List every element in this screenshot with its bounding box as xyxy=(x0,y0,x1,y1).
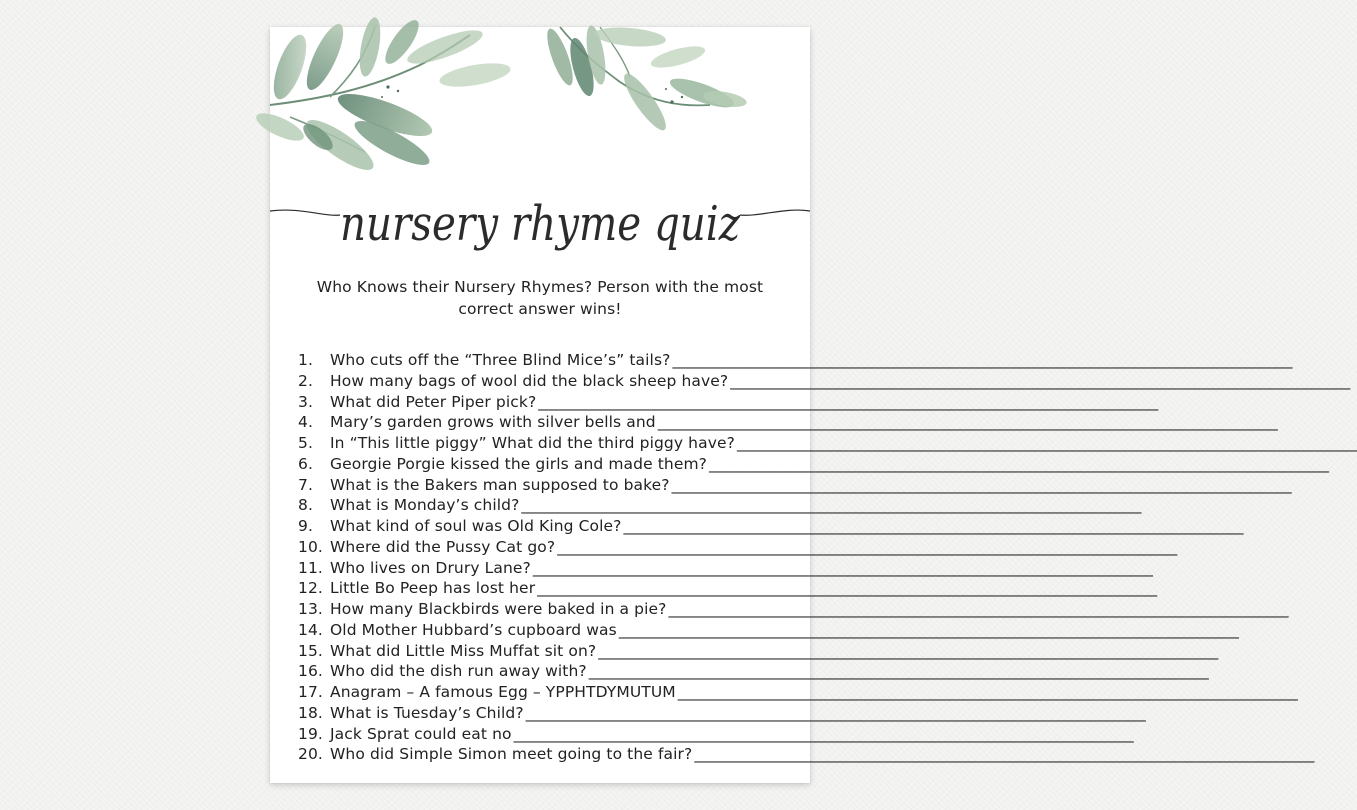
answer-line[interactable]: ________________________________________________________________________________ xyxy=(694,745,1315,764)
question-text: What did Little Miss Muffat sit on? xyxy=(330,641,597,660)
question-item xyxy=(298,516,1244,537)
answer-line[interactable]: ________________________________________________________________________________ xyxy=(588,662,1209,681)
question-item xyxy=(298,454,1330,475)
question-item xyxy=(298,371,1351,392)
question-text: Who did the dish run away with? xyxy=(330,662,587,681)
question-item xyxy=(298,744,1315,765)
question-number: 15. xyxy=(298,641,323,660)
question-number: 4. xyxy=(298,413,313,432)
question-number: 20. xyxy=(298,745,323,764)
question-number: 19. xyxy=(298,724,323,743)
answer-line[interactable]: ________________________________________________________________________________ xyxy=(668,600,1289,618)
question-text: What is Tuesday’s Child? xyxy=(330,703,524,722)
question-item xyxy=(298,495,1142,516)
answer-line[interactable]: ________________________________________________________________________________ xyxy=(598,641,1219,660)
answer-line[interactable]: ________________________________________________________________________________ xyxy=(677,683,1298,701)
question-item xyxy=(298,537,1178,558)
question-text: Georgie Porgie kissed the girls and made them? xyxy=(330,454,708,473)
question-number: 5. xyxy=(298,434,313,452)
question-item xyxy=(298,392,1159,413)
question-text: What is Monday’s child? xyxy=(330,496,520,515)
answer-line[interactable]: ________________________________________________________________________________ xyxy=(537,579,1158,598)
question-item xyxy=(298,661,1209,682)
question-number: 9. xyxy=(298,517,313,535)
question-item xyxy=(298,620,1239,641)
answer-line[interactable]: ________________________________________________________________________________ xyxy=(657,413,1278,432)
quiz-card xyxy=(270,27,1357,783)
question-number: 14. xyxy=(298,620,323,639)
question-number: 2. xyxy=(298,371,313,390)
question-number: 7. xyxy=(298,475,313,494)
answer-line[interactable]: ________________________________________________________________________________ xyxy=(618,620,1239,639)
question-number: 6. xyxy=(298,454,313,473)
question-item xyxy=(298,412,1278,433)
answer-line[interactable]: ________________________________________________________________________________ xyxy=(736,434,1357,452)
question-text: Jack Sprat could eat no xyxy=(330,724,512,743)
question-text: In “This little piggy” What did the third piggy have? xyxy=(330,434,735,452)
question-number: 12. xyxy=(298,579,323,598)
page-title: nursery rhyme quiz xyxy=(340,196,741,252)
question-number: 3. xyxy=(298,392,313,411)
answer-line[interactable]: ________________________________________________________________________________ xyxy=(623,517,1244,535)
question-number: 10. xyxy=(298,537,323,556)
title-script xyxy=(270,195,810,279)
question-text: What is the Bakers man supposed to bake? xyxy=(330,475,670,494)
answer-line[interactable]: ________________________________________________________________________________ xyxy=(671,475,1292,494)
answer-line[interactable]: ________________________________________________________________________________ xyxy=(709,454,1330,473)
question-text: Who did Simple Simon meet going to the fair? xyxy=(330,745,693,764)
answer-line[interactable]: ________________________________________________________________________________ xyxy=(521,496,1142,515)
question-text: Who lives on Drury Lane? xyxy=(330,558,531,577)
question-text: What did Peter Piper pick? xyxy=(330,392,537,411)
intro-text: Who Knows their Nursery Rhymes? Person with the most correct answer wins! xyxy=(316,278,764,318)
question-text: What kind of soul was Old King Cole? xyxy=(330,517,622,535)
question-item xyxy=(298,578,1158,599)
question-text: How many Blackbirds were baked in a pie? xyxy=(330,600,667,618)
question-item xyxy=(298,641,1219,662)
question-text: How many bags of wool did the black sheep have? xyxy=(330,371,729,390)
question-text: Mary’s garden grows with silver bells and xyxy=(330,413,656,432)
question-item xyxy=(298,724,1134,745)
question-item xyxy=(298,558,1153,579)
answer-line[interactable]: ________________________________________________________________________________ xyxy=(672,351,1293,369)
question-text: Anagram – A famous Egg – YPPHTDYMUTUM xyxy=(330,683,676,701)
question-number: 16. xyxy=(298,662,323,681)
question-number: 11. xyxy=(298,558,323,577)
question-item xyxy=(298,433,1357,454)
answer-line[interactable]: ________________________________________________________________________________ xyxy=(525,703,1146,722)
question-item xyxy=(298,682,1298,703)
question-number: 1. xyxy=(298,351,313,369)
question-list xyxy=(298,350,1357,765)
answer-line[interactable]: ________________________________________________________________________________ xyxy=(513,724,1134,743)
answer-line[interactable]: ________________________________________________________________________________ xyxy=(532,558,1153,577)
question-text: Little Bo Peep has lost her xyxy=(330,579,536,598)
question-number: 8. xyxy=(298,496,313,515)
question-text: Who cuts off the “Three Blind Mice’s” tails? xyxy=(330,351,671,369)
question-text: Old Mother Hubbard’s cupboard was xyxy=(330,620,617,639)
question-number: 13. xyxy=(298,600,323,618)
question-item xyxy=(298,599,1289,620)
question-item xyxy=(298,703,1146,724)
eucalyptus-foliage-illustration xyxy=(270,27,810,197)
question-item xyxy=(298,350,1293,371)
answer-line[interactable]: ________________________________________________________________________________ xyxy=(557,537,1178,556)
question-text: Where did the Pussy Cat go? xyxy=(330,537,556,556)
question-number: 18. xyxy=(298,703,323,722)
question-item xyxy=(298,475,1292,496)
question-number: 17. xyxy=(298,683,323,701)
answer-line[interactable]: ________________________________________________________________________________ xyxy=(538,392,1159,411)
answer-line[interactable]: ________________________________________________________________________________ xyxy=(730,371,1351,390)
